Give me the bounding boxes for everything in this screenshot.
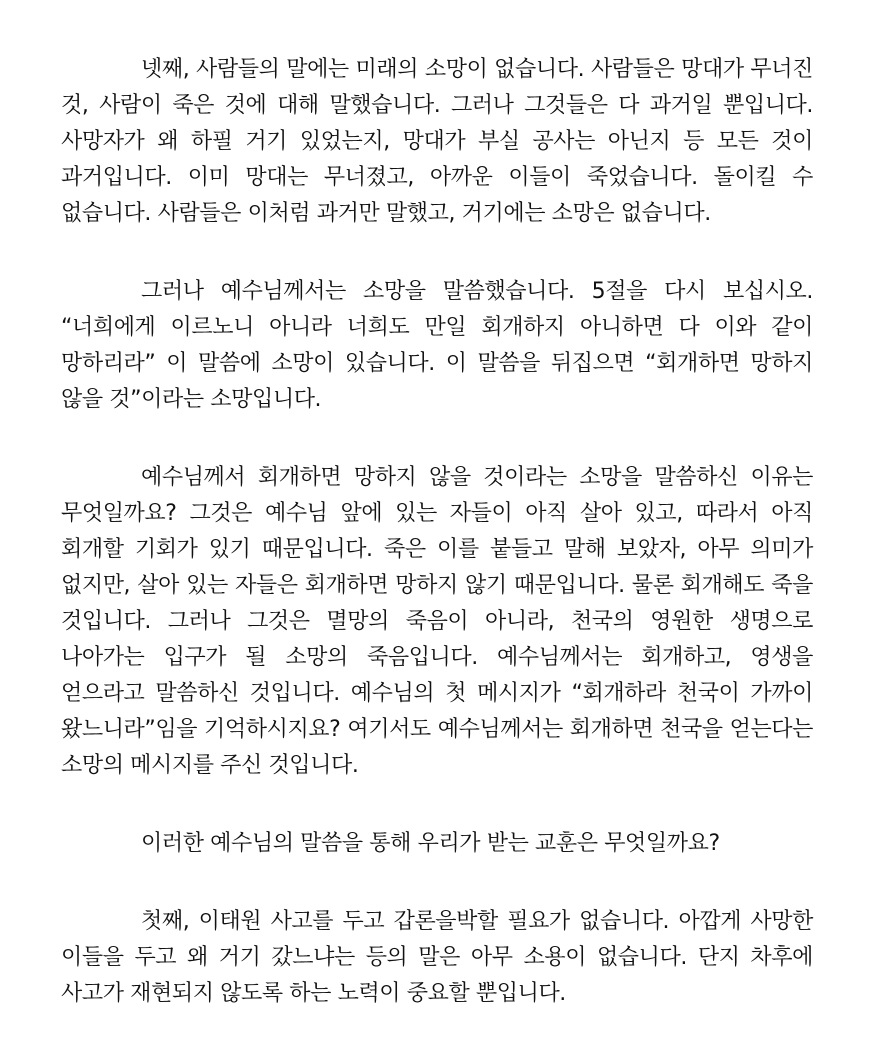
- document-page: [61, 52, 813, 1054]
- paragraph-1: 넷째, 사람들의 말에는 미래의 소망이 없습니다. 사람들은 망대가 무너진 것, 사람이 죽은 것에 대해 말했습니다. 그러나 그것들은 다 과거일 뿐입니다. 사망자가 왜 하필 거기 있었는지, 망대가 부실 공사는 아닌지 등 모든 것이 과거입니다. 이미 망대는 무너졌고, 아까운 이들이 죽었습니다. 돌이킬 수 없습니다. 사람들은 이처럼 과거만 말했고, 거기에는 소망은 없습니다.: [61, 57, 813, 226]
- paragraph-3: 예수님께서 회개하면 망하지 않을 것이라는 소망을 말씀하신 이유는 무엇일까요? 그것은 예수님 앞에 있는 자들이 아직 살아 있고, 따라서 아직 회개할 기회가 있기 때문입니다. 죽은 이를 붙들고 말해 보았자, 아무 의미가 없지만, 살아 있는 자들은 회개하면 망하지 않기 때문입니다. 물론 회개해도 죽을 것입니다. 그러나 그것은 멸망의 죽음이 아니라, 천국의 영원한 생명으로 나아가는 입구가 될 소망의 죽음입니다. 예수님께서는 회개하고, 영생을 얻으라고 말씀하신 것입니다. 예수님의 첫 메시지가 “회개하라 천국이 가까이 왔느니라”임을 기억하시지요? 여기서도 예수님께서는 회개하면 천국을 얻는다는 소망의 메시지를 주신 것입니다.: [61, 465, 813, 778]
- paragraph-2: 그러나 예수님께서는 소망을 말씀했습니다. 5절을 다시 보십시오. “너희에게 이르노니 아니라 너희도 만일 회개하지 아니하면 다 이와 같이 망하리라” 이 말씀에 소망이 있습니다. 이 말씀을 뒤집으면 “회개하면 망하지 않을 것”이라는 소망입니다.: [61, 279, 813, 412]
- paragraph-4: 이러한 예수님의 말씀을 통해 우리가 받는 교훈은 무엇일까요?: [141, 831, 720, 856]
- paragraph-5: 첫째, 이태원 사고를 두고 갑론을박할 필요가 없습니다. 아깝게 사망한 이들을 두고 왜 거기 갔느냐는 등의 말은 아무 소용이 없습니다. 단지 차후에 사고가 재현되지 않도록 하는 노력이 중요할 뿐입니다.: [61, 909, 813, 1006]
